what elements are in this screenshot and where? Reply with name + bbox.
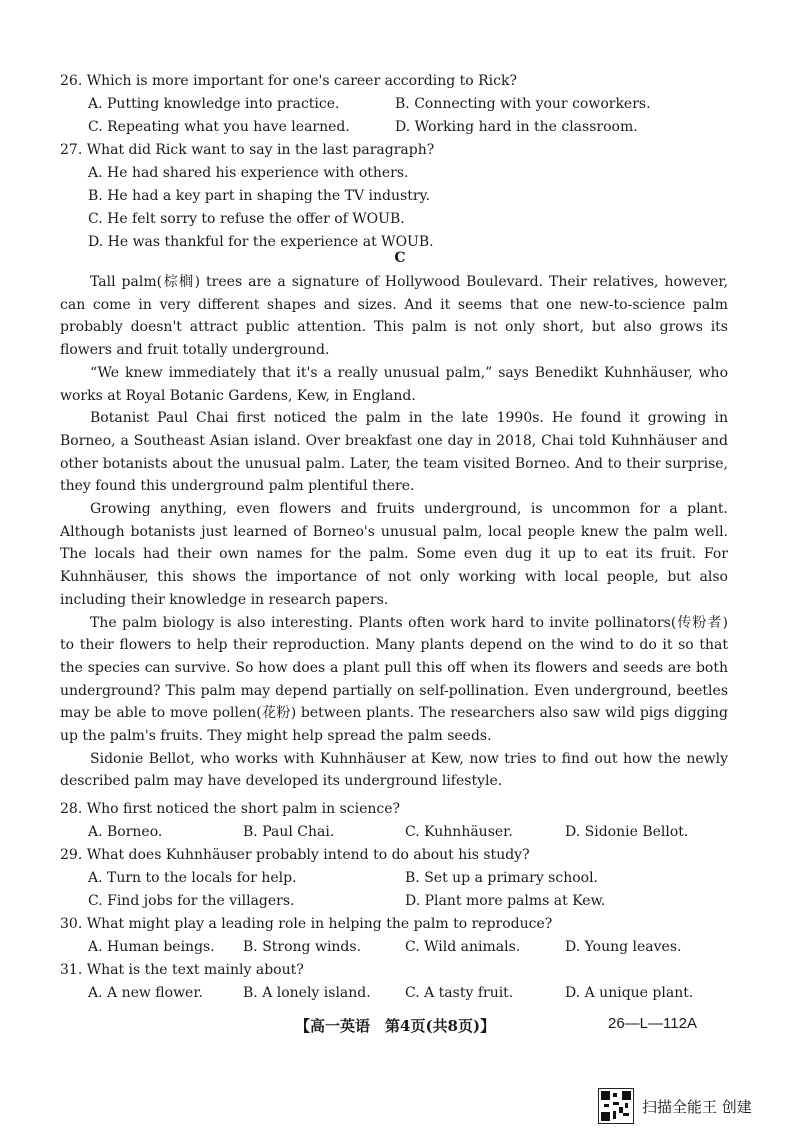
q28-stem: 28. Who first noticed the short palm in science? — [60, 801, 401, 817]
q28-option-b: B. Paul Chai. — [243, 824, 335, 840]
q29-option-a: A. Turn to the locals for help. — [88, 870, 297, 886]
q27-stem: 27. What did Rick want to say in the last paragraph? — [60, 142, 435, 158]
q27-option-c: C. He felt sorry to refuse the offer of WOUB. — [88, 211, 405, 227]
q30-option-a: A. Human beings. — [88, 939, 215, 955]
q27-option-a: A. He had shared his experience with others. — [88, 165, 409, 181]
passage-paragraph: The palm biology is also interesting. Plants often work hard to invite pollinators(传粉者) to their flowers to help their reproduction. Many plants depend on the wind to do it so that the species can survive. So how does a plant pull this off when its flowers and seeds are both underground? This palm may depend partially on self-pollination. Even underground, beetles may be able to move pollen(花粉) between plants. The researchers also saw wild pigs digging up the palm's fruits. They might help spread the palm seeds. — [60, 614, 728, 745]
section-label: C — [394, 250, 406, 266]
q31-option-a: A. A new flower. — [88, 985, 203, 1001]
q28-option-c: C. Kuhnhäuser. — [405, 824, 513, 840]
qr-code-icon — [598, 1088, 634, 1124]
q31-stem: 31. What is the text mainly about? — [60, 962, 304, 978]
q29-option-b: B. Set up a primary school. — [405, 870, 598, 886]
scanner-watermark — [598, 1088, 752, 1124]
q26-option-d: D. Working hard in the classroom. — [395, 119, 638, 135]
passage-paragraph: Growing anything, even flowers and fruits underground, is uncommon for a plant. Although botanists just learned of Borneo's unusual palm, local people knew the palm well. The locals had their own names for the palm. Some even dug it up to eat its fruit. For Kuhnhäuser, this shows the importance of not only working with local people, but also including their knowledge in research papers. — [60, 501, 728, 608]
q30-option-b: B. Strong winds. — [243, 939, 362, 955]
q30-stem: 30. What might play a leading role in helping the palm to reproduce? — [60, 916, 553, 932]
passage-paragraph: “We knew immediately that it's a really unusual palm,” says Benedikt Kuhnhäuser, who works at Royal Botanic Gardens, Kew, in England. — [60, 364, 728, 404]
q29-stem: 29. What does Kuhnhäuser probably intend to do about his study? — [60, 847, 530, 863]
q31-option-d: D. A unique plant. — [565, 985, 694, 1001]
paper-code: 26—L—112A — [608, 1015, 697, 1032]
q27-option-d: D. He was thankful for the experience at WOUB. — [88, 234, 434, 250]
q29-option-c: C. Find jobs for the villagers. — [88, 893, 295, 909]
q26-option-a: A. Putting knowledge into practice. — [88, 96, 340, 112]
watermark-text: 扫描全能王 创建 — [642, 1097, 752, 1116]
q26-option-b: B. Connecting with your coworkers. — [395, 96, 651, 112]
passage-paragraph: Botanist Paul Chai first noticed the palm in the late 1990s. He found it growing in Borneo, a Southeast Asian island. Over breakfast one day in 2018, Chai told Kuhnhäuser and other botanists about the unusual palm. Later, the team visited Borneo. And to their surprise, they found this underground palm plentiful there. — [60, 410, 728, 495]
q26-option-c: C. Repeating what you have learned. — [88, 119, 350, 135]
passage-paragraph: Sidonie Bellot, who works with Kuhnhäuser at Kew, now tries to find out how the newly described palm may have developed its underground lifestyle. — [60, 750, 728, 790]
q28-option-d: D. Sidonie Bellot. — [565, 824, 689, 840]
q27-option-b: B. He had a key part in shaping the TV industry. — [88, 188, 431, 204]
q31-option-c: C. A tasty fruit. — [405, 985, 514, 1001]
passage — [60, 271, 728, 793]
q28-option-a: A. Borneo. — [88, 824, 163, 840]
q31-option-b: B. A lonely island. — [243, 985, 371, 1001]
q26-stem: 26. Which is more important for one's career according to Rick? — [60, 73, 517, 89]
passage-paragraph: Tall palm(棕榈) trees are a signature of Hollywood Boulevard. Their relatives, however, can come in very different shapes and sizes. And it seems that one new-to-science palm probably doesn't attract public attention. This palm is not only short, but also grows its flowers and fruit totally underground. — [60, 274, 728, 359]
q30-option-c: C. Wild animals. — [405, 939, 521, 955]
q29-option-d: D. Plant more palms at Kew. — [405, 893, 606, 909]
page-footer-label: 【高一英语 第4页(共8页)】 — [295, 1017, 496, 1035]
q30-option-d: D. Young leaves. — [565, 939, 682, 955]
